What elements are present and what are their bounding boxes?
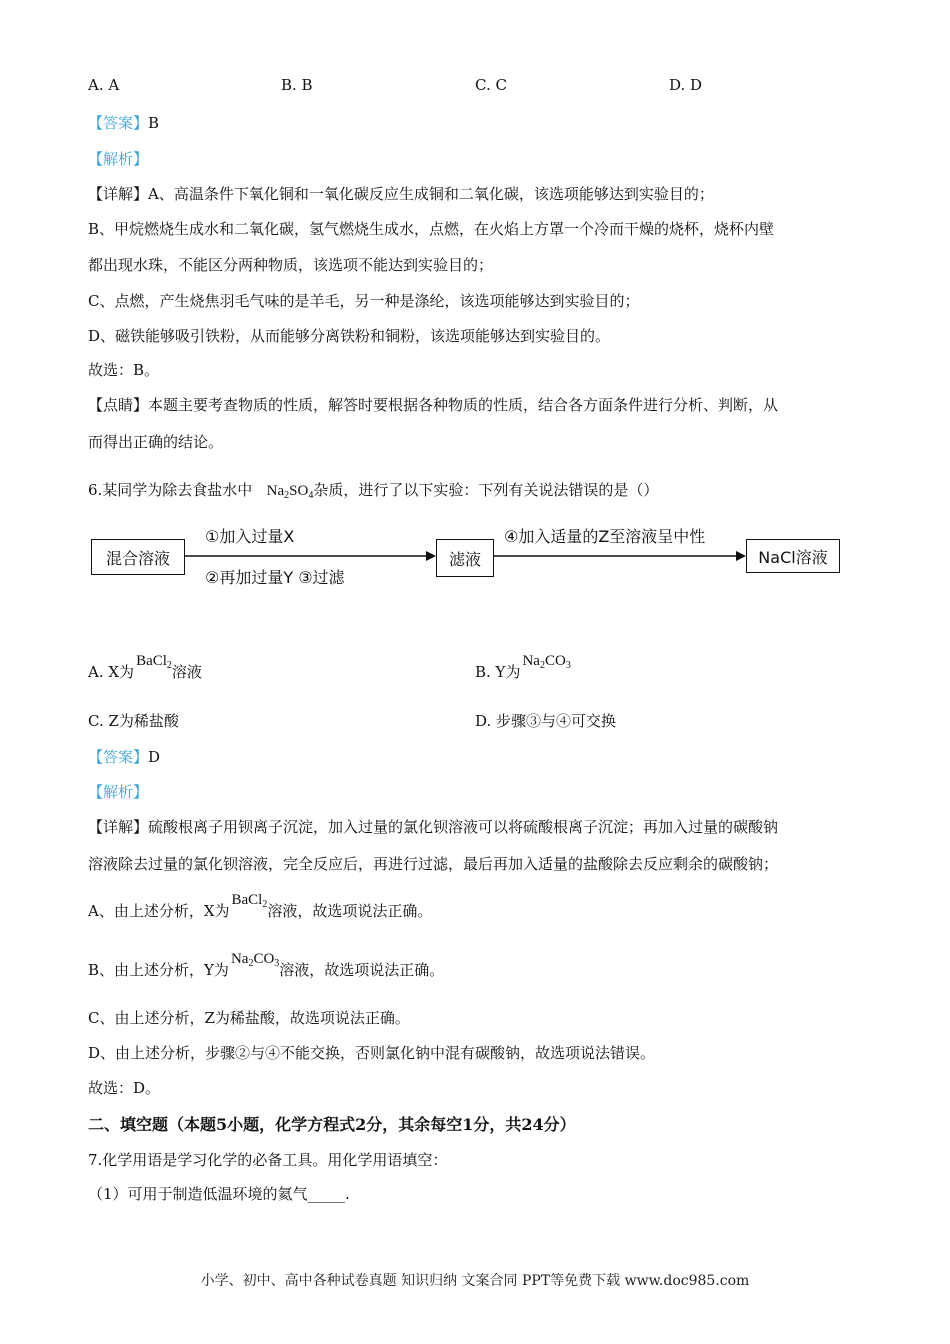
formula-part: CO: [253, 951, 275, 967]
detail-text: 溶液，故选项说法正确。: [267, 902, 433, 920]
comment-tag: 【点睛】: [88, 396, 149, 414]
q6-option-d: D. 步骤③与④可交换: [475, 712, 617, 730]
stem-text: 6.某同学为除去食盐水中: [88, 481, 253, 499]
formula-subscript: 4: [308, 490, 314, 501]
formula-subscript: 3: [565, 660, 571, 671]
detail-text: B、由上述分析，Y为: [88, 961, 229, 979]
page-footer: 小学、初中、高中各种试卷真题 知识归纳 文案合同 PPT等免费下载 www.doc985.com: [200, 1273, 750, 1289]
detail-text: 溶液，故选项说法正确。: [279, 961, 445, 979]
q6-detail-a: [88, 892, 433, 921]
formula-subscript: 3: [274, 958, 280, 969]
answer-value: B: [148, 114, 160, 132]
q5-detail-c: C、点燃，产生烧焦羽毛气味的是羊毛，另一种是涤纶，该选项能够达到实验目的；: [88, 292, 640, 310]
formula-part: Na: [230, 951, 249, 967]
option-text: 溶液: [171, 663, 202, 681]
detail-tag: 【详解】: [88, 818, 149, 836]
detail-text: A、由上述分析，X为: [88, 902, 230, 920]
formula-part: SO: [289, 483, 309, 499]
answer-tag: 【答案】: [88, 748, 149, 766]
flow-arrows: [0, 0, 950, 620]
formula-subscript: 2: [539, 660, 545, 671]
q6-detail-c: C、由上述分析，Z为稀盐酸，故选项说法正确。: [88, 1009, 410, 1027]
q5-analysis-tag: 【解析】: [88, 150, 149, 168]
formula-part: Na: [266, 483, 285, 499]
formula-part: CO: [544, 653, 566, 669]
q5-detail-d: D、磁铁能够吸引铁粉，从而能够分离铁粉和铜粉，该选项能够达到实验目的。: [88, 327, 611, 345]
q6-option-a: [88, 653, 202, 682]
answer-tag: 【答案】: [88, 114, 149, 132]
detail-formula: [232, 892, 268, 908]
q5-comment2: 而得出正确的结论。: [88, 433, 224, 451]
stem-text: 杂质，进行了以下实验：下列有关说法错误的是（）: [313, 481, 659, 499]
flow-step-bottom: ②再加过量Y ③过滤: [205, 568, 345, 587]
formula-subscript: 2: [262, 899, 268, 910]
option-text: A. X为: [88, 663, 135, 681]
flow-step4: ④加入适量的Z至溶液呈中性: [504, 527, 706, 546]
q6-analysis-tag: 【解析】: [88, 783, 149, 801]
q6-option-b: [475, 653, 571, 682]
q5-detail-b2: 都出现水珠，不能区分两种物质，该选项不能达到实验目的；: [88, 256, 494, 274]
formula-part: BaCl: [136, 653, 167, 669]
q6-detail-d: D、由上述分析，步骤②与④不能交换，否则氯化钠中混有碳酸钠，故选项说法错误。: [88, 1044, 656, 1062]
option-formula: [522, 653, 570, 669]
formula-subscript: 2: [166, 660, 172, 671]
flow-box-nacl-solution: NaCl溶液: [746, 539, 840, 573]
detail-text: A、高温条件下氧化铜和一氧化碳反应生成铜和二氧化碳，该选项能够达到实验目的；: [148, 185, 714, 203]
q5-option-d: D. D: [669, 76, 703, 94]
q6-option-c: C. Z为稀盐酸: [88, 712, 179, 730]
q5-option-a: A. A: [88, 76, 120, 94]
q6-detail2: 溶液除去过量的氯化钡溶液，完全反应后，再进行过滤，最后再加入适量的盐酸除去反应剩余的碳酸钠；: [88, 855, 779, 873]
flow-box-mixed-solution: 混合溶液: [91, 539, 185, 575]
q6-answer: [88, 746, 160, 767]
formula-part: Na: [522, 653, 540, 669]
flow-box-filtrate: 滤液: [436, 539, 494, 577]
formula-subscript: 2: [284, 490, 290, 501]
q7-part1: （1）可用于制造低温环境的氦气_____.: [88, 1185, 350, 1203]
q5-option-b: B. B: [281, 76, 313, 94]
comment-text: 本题主要考查物质的性质，解答时要根据各种物质的性质，结合各方面条件进行分析、判断，从: [148, 396, 779, 414]
q6-detail-b: [88, 951, 445, 980]
section2-heading: 二、填空题（本题5小题，化学方程式2分，其余每空1分，共24分）: [88, 1115, 576, 1134]
detail-tag: 【详解】: [88, 185, 149, 203]
q6-detail1: [88, 816, 778, 837]
formula-subscript: 2: [248, 958, 254, 969]
detail-text: 硫酸根离子用钡离子沉淀，加入过量的氯化钡溶液可以将硫酸根离子沉淀；再加入过量的碳酸钠: [148, 818, 779, 836]
q5-detail-b1: B、甲烷燃烧生成水和二氧化碳，氢气燃烧生成水，点燃，在火焰上方罩一个冷而干燥的烧杯，烧杯内壁: [88, 220, 775, 238]
formula-part: BaCl: [231, 892, 263, 908]
flow-step-top: ①加入过量X: [205, 527, 295, 546]
option-formula: [136, 653, 172, 669]
q5-option-c: C. C: [475, 76, 507, 94]
answer-value: D: [148, 748, 161, 766]
option-text: B. Y为: [475, 663, 521, 681]
detail-formula: [231, 951, 279, 967]
q6-conclusion: 故选：D。: [88, 1079, 161, 1097]
q5-conclusion: 故选：B。: [88, 361, 160, 379]
q7-stem: 7.化学用语是学习化学的必备工具。用化学用语填空：: [88, 1151, 448, 1169]
